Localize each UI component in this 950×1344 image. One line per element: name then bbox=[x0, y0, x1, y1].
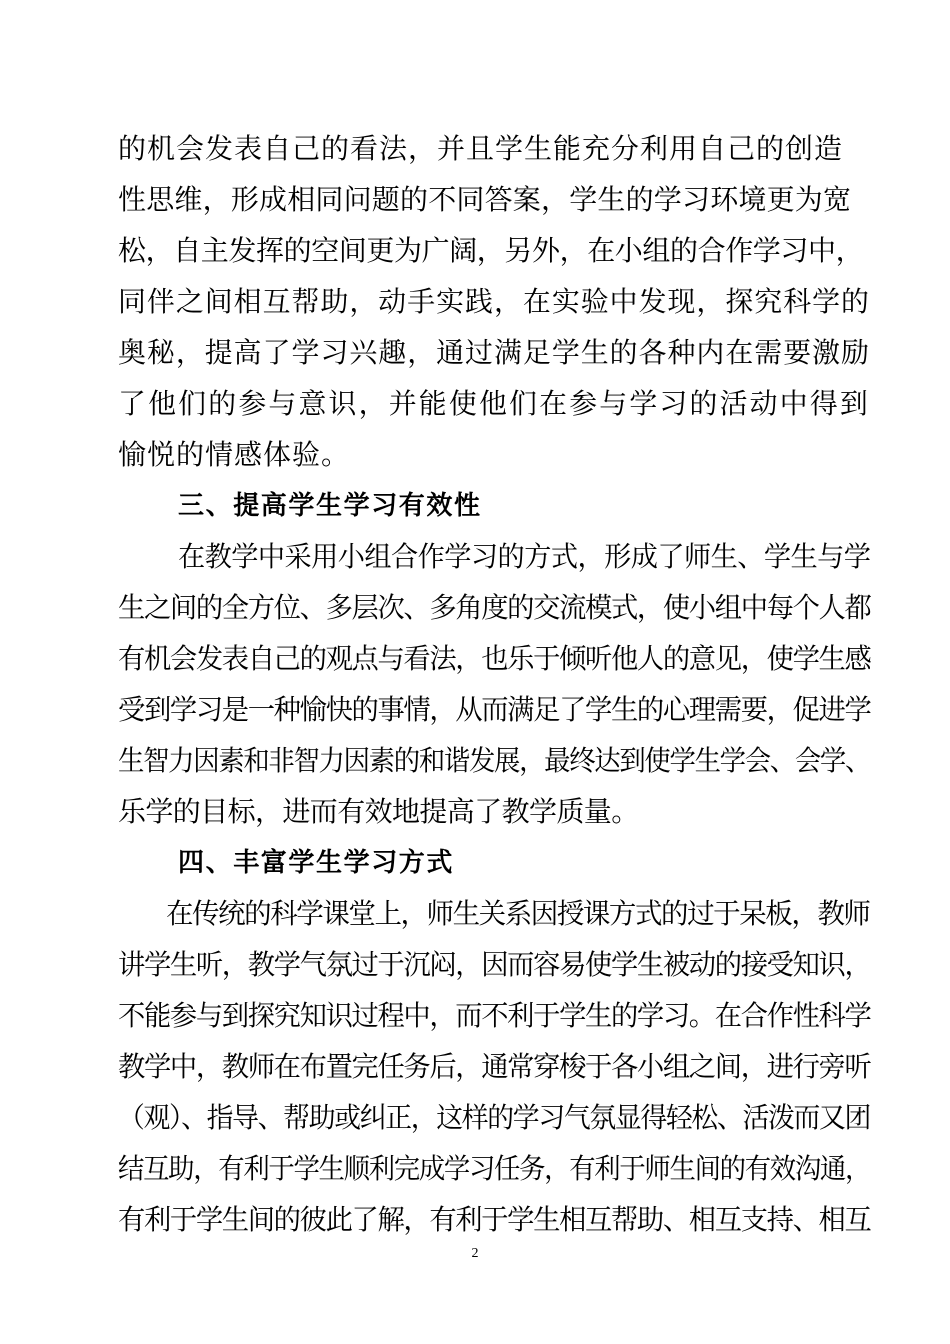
text-line: 在传统的科学课堂上，师生关系因授课方式的过于呆板，教师 bbox=[166, 897, 870, 930]
text-line: 性思维，形成相同问题的不同答案，学生的学习环境更为宽 bbox=[118, 183, 852, 216]
page-number: 2 bbox=[471, 1246, 479, 1261]
text-line: 讲学生听，教学气氛过于沉闷，因而容易使学生被动的接受知识， bbox=[118, 948, 871, 981]
text-line: 不能参与到探究知识过程中，而不利于学生的学习。在合作性科学 bbox=[118, 999, 871, 1032]
text-line: 结互助，有利于学生顺利完成学习任务，有利于师生间的有效沟通， bbox=[118, 1152, 871, 1185]
text-line: 生之间的全方位、多层次、多角度的交流模式，使小组中每个人都 bbox=[118, 591, 871, 624]
text-line: （观）、指导、帮助或纠正，这样的学习气氛显得轻松、活泼而又团 bbox=[118, 1101, 871, 1134]
text-line: 乐学的目标，进而有效地提高了教学质量。 bbox=[118, 795, 639, 828]
text-line: 的机会发表自己的看法，并且学生能充分利用自己的创造 bbox=[118, 132, 844, 165]
text-line: 有利于学生间的彼此了解，有利于学生相互帮助、相互支持、相互 bbox=[118, 1203, 871, 1236]
text-line: 受到学习是一种愉快的事情，从而满足了学生的心理需要，促进学 bbox=[118, 693, 871, 726]
text-line: 在教学中采用小组合作学习的方式，形成了师生、学生与学 bbox=[178, 540, 871, 573]
text-line: 松，自主发挥的空间更为广阔，另外，在小组的合作学习中， bbox=[118, 234, 864, 267]
text-line: 了他们的参与意识，并能使他们在参与学习的活动中得到 bbox=[118, 387, 870, 420]
text-line: 奥秘，提高了学习兴趣，通过满足学生的各种内在需要激励 bbox=[118, 336, 870, 369]
text-line: 同伴之间相互帮助，动手实践，在实验中发现，探究科学的 bbox=[118, 285, 870, 318]
text-line: 有机会发表自己的观点与看法，也乐于倾听他人的意见，使学生感 bbox=[118, 642, 871, 675]
text-line: 愉悦的情感体验。 bbox=[118, 438, 351, 471]
text-line: 生智力因素和非智力因素的和谐发展，最终达到使学生学会、会学、 bbox=[118, 744, 871, 777]
section-heading: 三、提高学生学习有效性 bbox=[178, 491, 482, 521]
section-heading: 四、丰富学生学习方式 bbox=[178, 848, 455, 878]
text-line: 教学中，教师在布置完任务后，通常穿梭于各小组之间，进行旁听 bbox=[118, 1050, 871, 1083]
